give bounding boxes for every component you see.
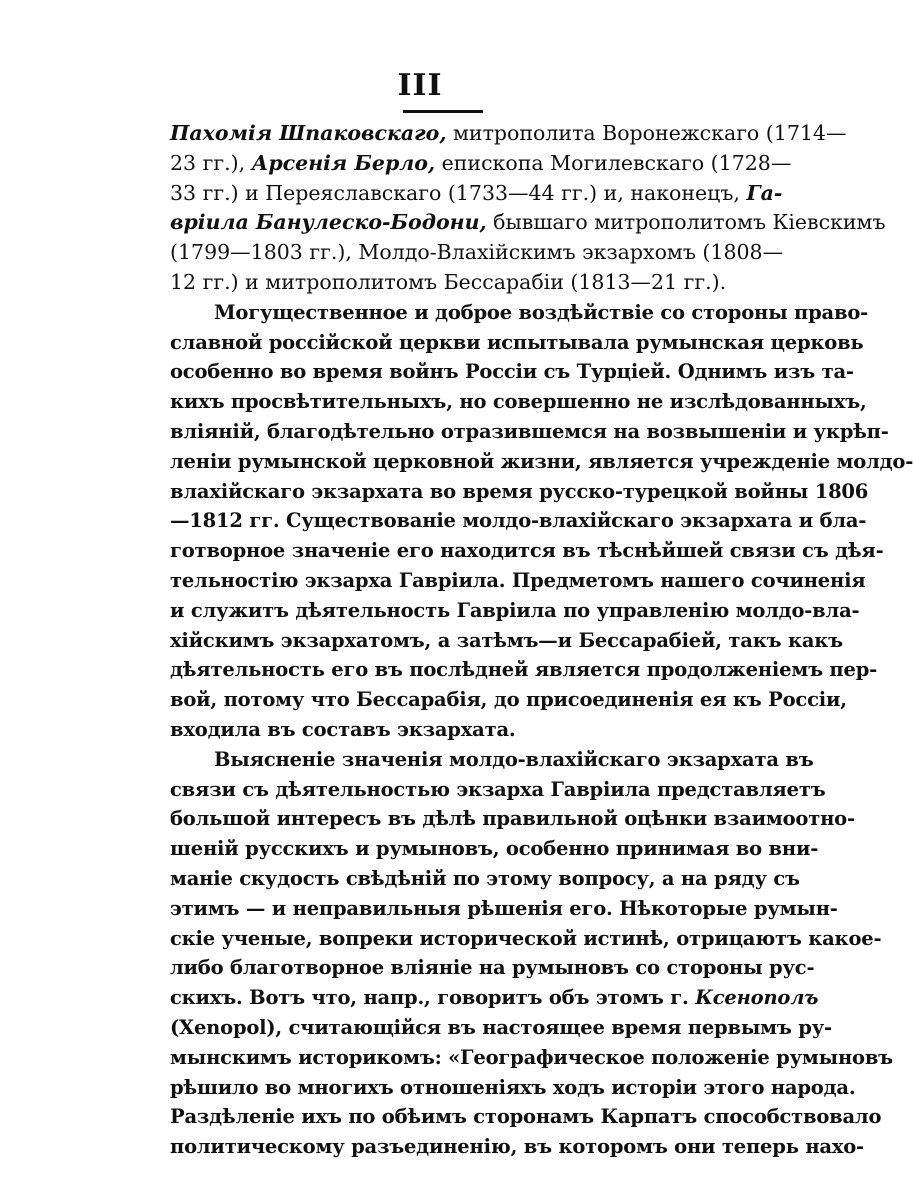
- text-line: [170, 924, 882, 954]
- text-line: [170, 953, 815, 983]
- body-text: [170, 119, 913, 1162]
- text-run: хійскимъ экзархатомъ, а затѣмъ—и Бессарабіей, такъ какъ: [170, 628, 843, 652]
- text-run: особенно во время войнъ Россіи съ Турціей. Однимъ изъ та-: [170, 360, 854, 384]
- italic-name: Пахомія Шпаковскаго,: [170, 121, 447, 145]
- text-line: [170, 626, 843, 656]
- text-line: [170, 655, 878, 685]
- text-line: [170, 983, 819, 1013]
- text-line: [170, 298, 869, 328]
- text-run: (1799—1803 гг.), Молдо-Влахійскимъ экзархомъ (1808—: [170, 240, 784, 265]
- text-run: бывшаго митрополитомъ Кіевскимъ: [486, 210, 886, 235]
- text-run: вой, потому что Бессарабія, до присоединенія ея къ Россіи,: [170, 688, 847, 712]
- text-run: 23 гг.),: [170, 150, 252, 175]
- text-run: маніе скудость свѣдѣній по этому вопросу, а на ряду съ: [170, 866, 800, 890]
- paragraph: [170, 745, 893, 1162]
- text-run: входила въ составъ экзархата.: [170, 717, 516, 741]
- text-run: 33 гг.) и Переяславскаго (1733—44 гг.) и, наконецъ,: [170, 180, 747, 205]
- text-line: [170, 1013, 832, 1043]
- text-line: [170, 566, 866, 596]
- text-line: [170, 506, 867, 536]
- text-line: [170, 596, 860, 626]
- text-run: епископа Могилевскаго (1728—: [435, 150, 792, 175]
- text-line: [170, 1132, 864, 1162]
- text-line: [170, 894, 838, 924]
- text-line: [170, 328, 864, 358]
- text-run: —1812 гг. Существованіе молдо-влахійскаго экзархата и бла-: [170, 509, 867, 533]
- text-line: [170, 1073, 856, 1103]
- text-run: большой интересъ въ дѣлѣ правильной оцѣнки взаимоотно-: [170, 807, 855, 831]
- text-run: Могущественное и доброе воздѣйствіе со стороны право-: [214, 300, 869, 324]
- text-run: вліяній, благодѣтельно отразившемся на возвышеніи и укрѣп-: [170, 419, 889, 443]
- text-line: [170, 477, 869, 507]
- text-line: [170, 745, 814, 775]
- text-line: [170, 357, 854, 387]
- text-line: [170, 119, 847, 149]
- text-run: (Xenopol), считающійся въ настоящее время первымъ ру-: [170, 1015, 832, 1039]
- text-run: скіе ученые, вопреки исторической истинѣ, отрицаютъ какое-: [170, 926, 882, 950]
- text-line: [170, 834, 819, 864]
- text-run: славной россійской церкви испытывала румынская церковь: [170, 330, 864, 354]
- text-run: и служитъ дѣятельность Гавріила по управленію молдо-вла-: [170, 598, 860, 622]
- text-line: [170, 804, 855, 834]
- text-line: [170, 149, 792, 179]
- text-run: кихъ просвѣтительныхъ, но совершенно не изслѣдованныхъ,: [170, 390, 867, 414]
- text-line: [170, 268, 726, 298]
- page-number: III: [397, 68, 443, 103]
- text-run: митрополита Воронежскаго (1714—: [446, 121, 847, 145]
- italic-name: вріила Банулеско-Бодони,: [170, 210, 487, 235]
- text-run: леніи румынской церковной жизни, является учрежденіе молдо-: [170, 449, 913, 473]
- text-line: [170, 447, 913, 477]
- text-run: рѣшило во многихъ отношеніяхъ ходъ исторіи этого народа.: [170, 1075, 856, 1099]
- text-line: [170, 179, 783, 209]
- text-run: мынскимъ историкомъ: «Географическое положеніе румыновъ: [170, 1045, 893, 1069]
- text-run: связи съ дѣятельностью экзарха Гавріила представляетъ: [170, 777, 826, 801]
- paragraph: [170, 119, 886, 298]
- text-line: [170, 864, 800, 894]
- text-line: [170, 1043, 893, 1073]
- text-line: [170, 417, 889, 447]
- paragraph: [170, 298, 913, 745]
- text-line: [170, 536, 884, 566]
- italic-name: Арсенія Берло,: [251, 150, 436, 175]
- text-line: [170, 238, 784, 268]
- text-run: либо благотворное вліяніе на румыновъ со стороны рус-: [170, 956, 815, 980]
- text-run: готворное значеніе его находится въ тѣснѣйшей связи съ дѣя-: [170, 539, 884, 563]
- text-line: [170, 715, 726, 745]
- text-run: Выясненіе значенія молдо-влахійскаго экзархата въ: [214, 747, 814, 771]
- text-run: шеній русскихъ и румыновъ, особенно принимая во вни-: [170, 837, 819, 861]
- text-run: этимъ — и неправильныя рѣшенія его. Нѣкоторые румын-: [170, 896, 838, 920]
- text-run: политическому разъединенію, въ которомъ они теперь нахо-: [170, 1135, 864, 1159]
- text-run: дѣятельность его въ послѣдней является продолженіемъ пер-: [170, 658, 878, 682]
- italic-name: Ксенополъ: [695, 986, 819, 1010]
- header-rule: [403, 110, 483, 113]
- text-line: [170, 1102, 882, 1132]
- text-run: скихъ. Вотъ что, напр., говоритъ объ этомъ г.: [170, 986, 696, 1010]
- italic-name: Га-: [746, 180, 783, 205]
- text-run: Раздѣленіе ихъ по обѣимъ сторонамъ Карпатъ способствовало: [170, 1105, 882, 1129]
- text-line: [170, 208, 886, 238]
- text-line: [170, 775, 826, 805]
- text-line: [170, 387, 867, 417]
- text-line: [170, 685, 847, 715]
- text-run: влахійскаго экзархата во время русско-турецкой войны 1806: [170, 479, 869, 503]
- text-run: тельностію экзарха Гавріила. Предметомъ нашего сочиненія: [170, 568, 866, 592]
- text-run: 12 гг.) и митрополитомъ Бессарабіи (1813—21 гг.).: [170, 269, 727, 294]
